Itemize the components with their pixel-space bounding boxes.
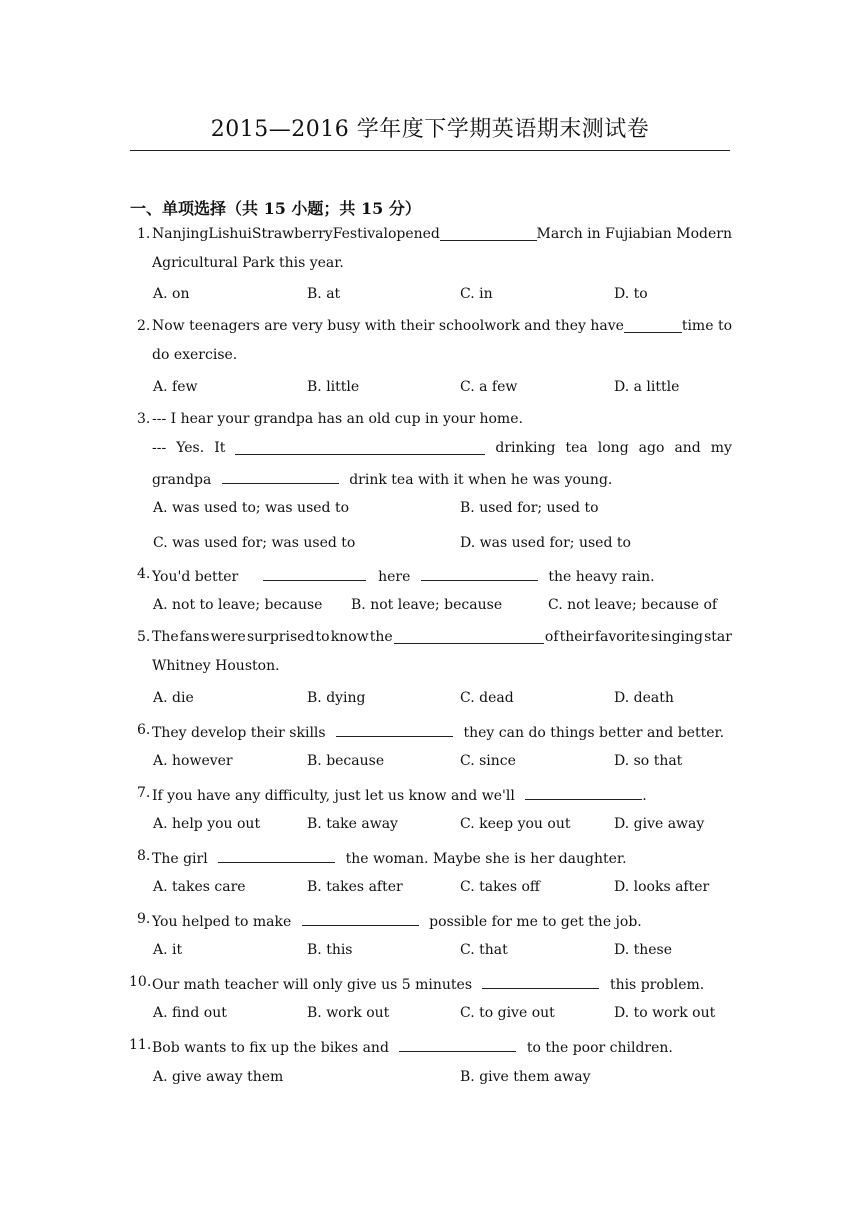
section-heading: 一、单项选择（共 15 小题；共 15 分）	[130, 199, 421, 218]
answer-blank[interactable]	[336, 722, 453, 737]
question-line: Our math teacher will only give us 5 minutes this problem.	[152, 974, 704, 993]
option-a[interactable]: A. however	[153, 753, 233, 769]
answer-blank[interactable]	[263, 566, 366, 581]
question-number: 10.	[129, 974, 152, 990]
question-number: 7.	[137, 785, 151, 801]
option-a[interactable]: A. was used to; was used to	[153, 500, 350, 516]
option-c[interactable]: C. since	[460, 753, 516, 769]
option-c[interactable]: C. a few	[460, 379, 518, 395]
question-line: You'd better here the heavy rain.	[152, 566, 655, 585]
option-b[interactable]: B. work out	[307, 1005, 390, 1021]
option-b[interactable]: B. little	[307, 379, 360, 395]
question-line: Agricultural Park this year.	[152, 255, 344, 271]
option-d[interactable]: D. to work out	[614, 1005, 716, 1021]
answer-blank[interactable]	[394, 629, 544, 644]
question-line: Whitney Houston.	[152, 658, 280, 674]
option-b[interactable]: B. dying	[307, 690, 366, 706]
option-a[interactable]: A. not to leave; because	[153, 597, 323, 613]
question-line: do exercise.	[152, 347, 238, 363]
answer-blank[interactable]	[482, 974, 599, 989]
question-line: --- I hear your grandpa has an old cup in your home.	[152, 411, 523, 427]
option-d[interactable]: D. death	[614, 690, 674, 706]
option-a[interactable]: A. find out	[153, 1005, 227, 1021]
option-a[interactable]: A. takes care	[153, 879, 246, 895]
question-line: --- Yes. It drinking tea long ago and my	[152, 440, 732, 456]
question-number: 11.	[129, 1037, 152, 1053]
option-c[interactable]: C. not leave; because of	[548, 597, 718, 613]
answer-blank[interactable]	[222, 469, 339, 484]
option-a[interactable]: A. few	[153, 379, 198, 395]
answer-blank[interactable]	[235, 440, 485, 455]
option-b[interactable]: B. used for; used to	[460, 500, 599, 516]
option-c[interactable]: C. was used for; was used to	[153, 535, 356, 551]
question-line: If you have any difficulty, just let us know and we'll .	[152, 785, 647, 804]
question-number: 5.	[137, 629, 151, 645]
option-c[interactable]: C. to give out	[460, 1005, 555, 1021]
option-c[interactable]: C. in	[460, 286, 493, 302]
answer-blank[interactable]	[624, 318, 682, 333]
option-d[interactable]: D. these	[614, 942, 673, 958]
option-b[interactable]: B. not leave; because	[351, 597, 503, 613]
answer-blank[interactable]	[421, 566, 538, 581]
page-title: 2015—2016 学年度下学期英语期末测试卷	[210, 117, 650, 142]
question-line: grandpa drink tea with it when he was young.	[152, 469, 612, 488]
option-a[interactable]: A. give away them	[153, 1069, 284, 1085]
option-b[interactable]: B. takes after	[307, 879, 403, 895]
option-d[interactable]: D. was used for; used to	[460, 535, 631, 551]
title-divider	[130, 150, 730, 151]
option-b[interactable]: B. give them away	[460, 1069, 591, 1085]
question-number: 8.	[137, 848, 151, 864]
question-line: Now teenagers are very busy with their schoolwork and they have time to	[152, 318, 732, 334]
option-d[interactable]: D. looks after	[614, 879, 710, 895]
question-number: 1.	[137, 226, 151, 242]
answer-blank[interactable]	[440, 226, 537, 241]
question-line: You helped to make possible for me to get the job.	[152, 911, 642, 930]
question-number: 2.	[137, 318, 151, 334]
option-b[interactable]: B. because	[307, 753, 385, 769]
question-number: 9.	[137, 911, 151, 927]
option-a[interactable]: A. help you out	[153, 816, 261, 832]
option-d[interactable]: D. give away	[614, 816, 705, 832]
answer-blank[interactable]	[218, 848, 335, 863]
question-line: Bob wants to fix up the bikes and to the poor children.	[152, 1037, 673, 1056]
option-a[interactable]: A. die	[153, 690, 194, 706]
option-d[interactable]: D. so that	[614, 753, 683, 769]
option-a[interactable]: A. it	[153, 942, 183, 958]
option-c[interactable]: C. dead	[460, 690, 514, 706]
option-d[interactable]: D. to	[614, 286, 648, 302]
option-b[interactable]: B. this	[307, 942, 353, 958]
question-number: 6.	[137, 722, 151, 738]
option-d[interactable]: D. a little	[614, 379, 680, 395]
answer-blank[interactable]	[399, 1037, 516, 1052]
answer-blank[interactable]	[525, 785, 642, 800]
question-number: 3.	[137, 411, 151, 427]
option-c[interactable]: C. that	[460, 942, 508, 958]
question-line: The girl the woman. Maybe she is her daughter.	[152, 848, 627, 867]
option-c[interactable]: C. keep you out	[460, 816, 571, 832]
question-number: 4.	[137, 566, 151, 582]
question-line: They develop their skills they can do things better and better.	[152, 722, 724, 741]
answer-blank[interactable]	[302, 911, 419, 926]
option-c[interactable]: C. takes off	[460, 879, 540, 895]
option-b[interactable]: B. at	[307, 286, 341, 302]
option-a[interactable]: A. on	[153, 286, 190, 302]
option-b[interactable]: B. take away	[307, 816, 398, 832]
question-line: Nanjing Lishui Strawberry Festival opened March in Fujiabian Modern	[152, 226, 732, 242]
question-line: The fans were surprised to know the of their favorite singing star	[152, 629, 732, 645]
